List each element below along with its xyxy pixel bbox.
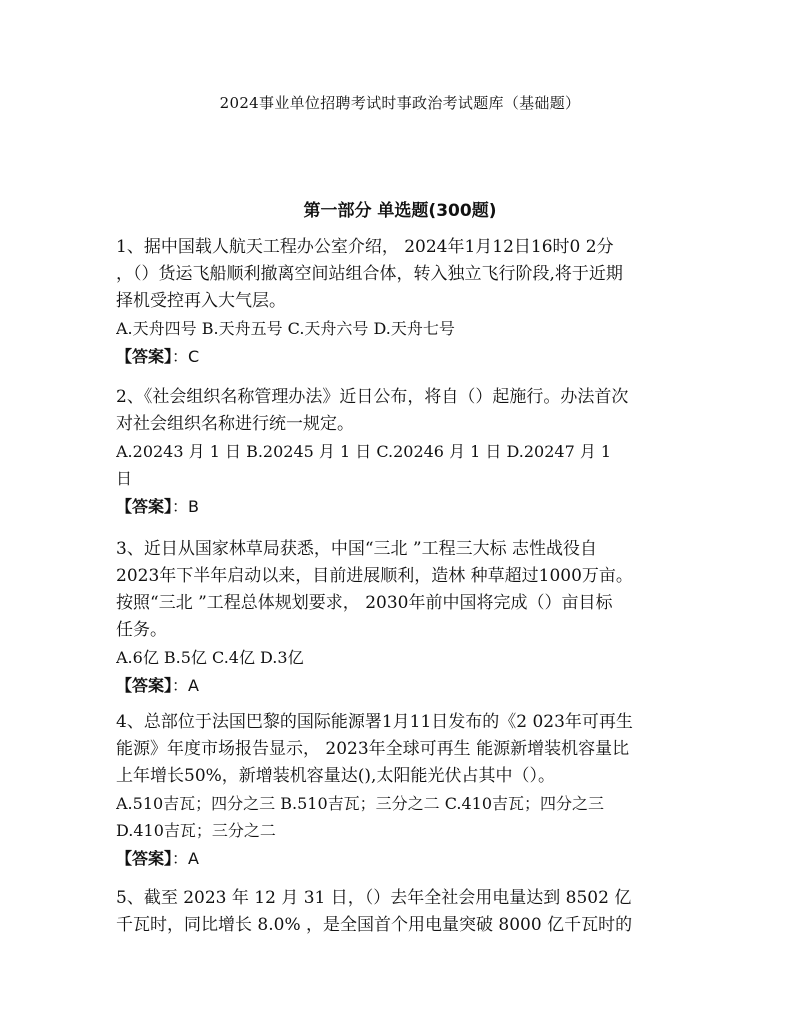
question-options: A.6亿 B.5亿 C.4亿 D.3亿: [116, 648, 304, 667]
section-heading: 第一部分 单选题(300题): [303, 201, 497, 221]
answer-line: [116, 342, 686, 372]
question-text-line: 千瓦时，同比增长 8.0% ，是全国首个用电量突破 8000 亿千瓦时的: [116, 915, 633, 935]
document-title: 2024事业单位招聘考试时事政治考试题库（基础题）: [219, 94, 581, 112]
answer-line: [116, 492, 686, 522]
question-text-line: 5、截至 2023 年 12 月 31 日，（）去年全社会用电量达到 8502 亿: [116, 888, 632, 908]
question-5: [116, 885, 686, 939]
answer-label: 【答案】: [116, 849, 173, 868]
question-4: [116, 709, 686, 874]
question-text-line: 上年增长50%，新增装机容量达(),太阳能光伏占其中（）。: [116, 766, 555, 786]
question-options: D.410吉瓦；三分之二: [116, 821, 276, 840]
question-text-line: 能源》年度市场报告显示， 2023年全球可再生 能源新增装机容量比: [116, 739, 630, 759]
question-text-line: 按照“三北 ”工程总体规划要求， 2030年前中国将完成（）亩目标: [116, 593, 613, 613]
question-text-line: 3、近日从国家林草局获悉，中国“三北 ”工程三大标 志性战役自: [116, 539, 598, 559]
question-text-line: ，（）货运飞船顺利撤离空间站组合体，转入独立飞行阶段,将于近期: [116, 264, 623, 284]
answer-line: [116, 671, 686, 701]
question-text-line: 2023年下半年启动以来，目前进展顺利，造林 种草超过1000万亩。: [116, 566, 633, 586]
question-text-line: 择机受控再入大气层。: [116, 291, 286, 311]
question-3: [116, 536, 686, 701]
question-text-line: 对社会组织名称进行统一规定。: [116, 414, 354, 434]
answer-value: ：A: [172, 849, 199, 868]
question-options: 日: [116, 469, 133, 488]
question-text-line: 1、据中国载人航天工程办公室介绍， 2024年1月12日16时0 2分: [116, 237, 614, 257]
question-text-line: 2、《社会组织名称管理办法》近日公布，将自（）起施行。办法首次: [116, 387, 629, 407]
question-options: A.20243 月 1 日 B.20245 月 1 日 C.20246 月 1 日 D.20247 月 1: [116, 442, 612, 461]
question-2: [116, 384, 686, 522]
answer-value: ：B: [172, 497, 199, 516]
answer-label: 【答案】: [116, 676, 173, 695]
answer-label: 【答案】: [116, 347, 173, 366]
answer-value: ：C: [172, 347, 200, 366]
question-options: A.天舟四号 B.天舟五号 C.天舟六号 D.天舟七号: [116, 319, 455, 338]
question-options: A.510吉瓦；四分之三 B.510吉瓦；三分之二 C.410吉瓦；四分之三: [116, 794, 605, 813]
question-text-line: 4、总部位于法国巴黎的国际能源署1月11日发布的《2 023年可再生: [116, 712, 633, 732]
answer-value: ：A: [172, 676, 199, 695]
answer-label: 【答案】: [116, 497, 173, 516]
answer-line: [116, 844, 686, 874]
question-1: [116, 234, 686, 372]
question-text-line: 任务。: [116, 620, 167, 640]
